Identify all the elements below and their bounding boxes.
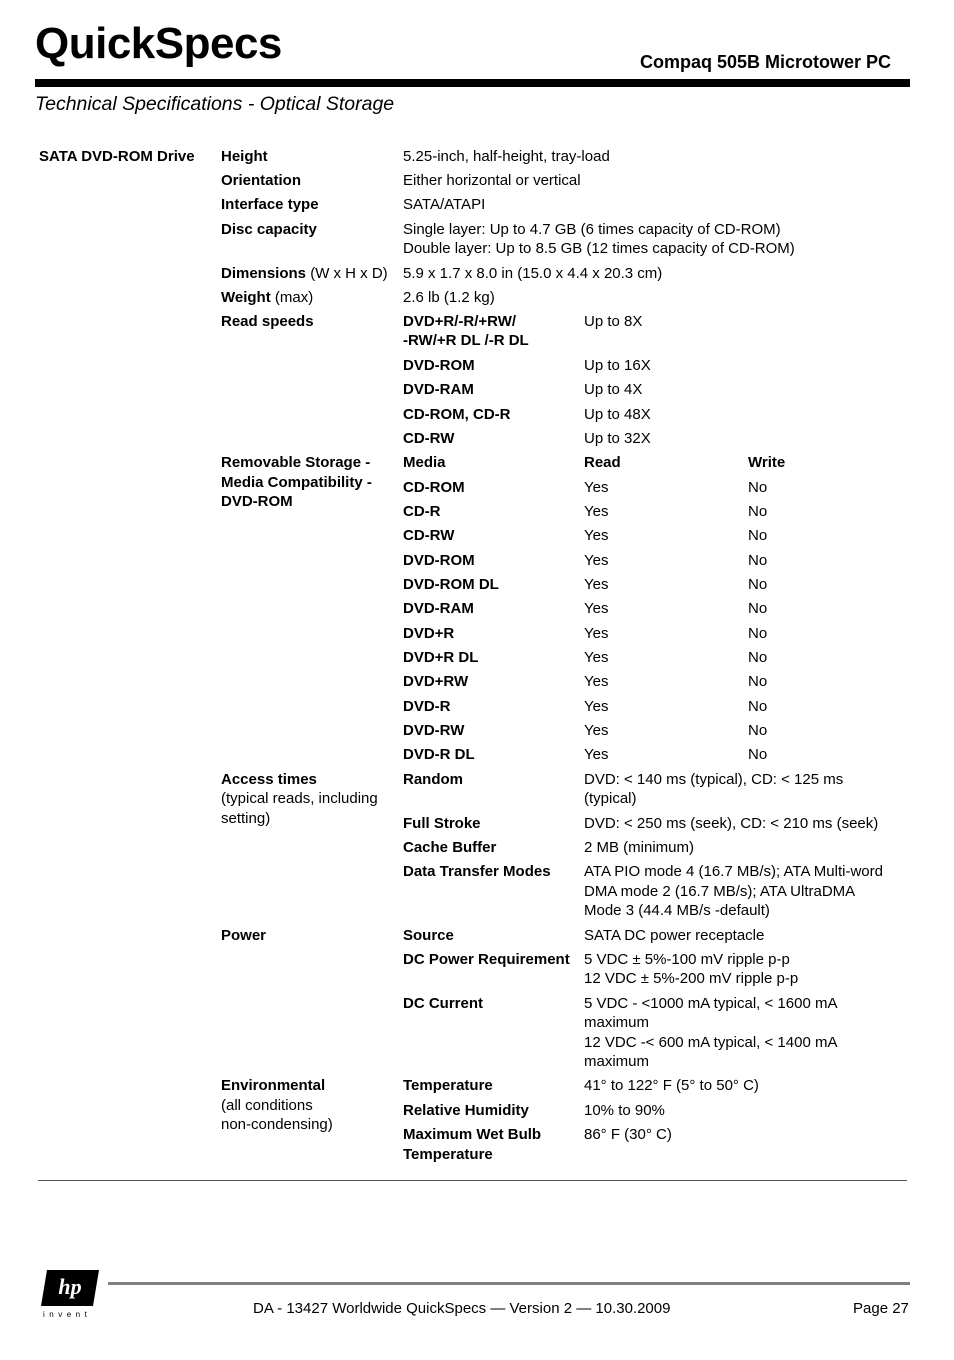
page-number: Page 27 <box>853 1300 909 1317</box>
spec-value-orientation: Either horizontal or vertical <box>403 172 581 189</box>
compat-media: CD-ROM <box>403 479 465 496</box>
weight-label: Weight <box>221 289 271 306</box>
compat-read: Yes <box>584 698 609 715</box>
compat-write: No <box>748 649 768 666</box>
compat-media: DVD-ROM DL <box>403 576 499 593</box>
dimensions-label: Dimensions <box>221 265 307 282</box>
spec-value-disc-double: Double layer: Up to 8.5 GB (12 times capacity of CD-ROM) <box>403 240 795 257</box>
temperature-label: Temperature <box>403 1077 493 1094</box>
transfer-modes-value: ATA PIO mode 4 (16.7 MB/s); ATA Multi-word <box>584 863 883 880</box>
compat-media: CD-RW <box>403 527 455 544</box>
compat-media: DVD+R DL <box>403 649 479 666</box>
hp-logo-icon <box>41 1270 99 1306</box>
compat-write: No <box>748 576 768 593</box>
power-source-label: Source <box>403 927 454 944</box>
compat-write: No <box>748 746 768 763</box>
power-requirement-label: DC Power Requirement <box>403 951 570 968</box>
read-speed-value: Up to 8X <box>584 313 643 330</box>
humidity-label: Relative Humidity <box>403 1102 529 1119</box>
compat-write: No <box>748 722 768 739</box>
environmental-note-line2: non-condensing) <box>221 1116 333 1133</box>
read-speed-media-cont: -RW/+R DL /-R DL <box>403 332 529 349</box>
spec-label-weight <box>221 288 313 308</box>
compat-media: DVD-RW <box>403 722 465 739</box>
power-source-value: SATA DC power receptacle <box>584 927 765 944</box>
compat-write: No <box>748 673 768 690</box>
wet-bulb-label-line2: Temperature <box>403 1146 493 1163</box>
read-speed-media: CD-ROM, CD-R <box>403 406 511 423</box>
access-full-stroke-label: Full Stroke <box>403 815 481 832</box>
transfer-modes-value-line2: DMA mode 2 (16.7 MB/s); ATA UltraDMA <box>584 883 856 900</box>
hp-tagline: invent <box>43 1310 92 1319</box>
compat-read: Yes <box>584 527 609 544</box>
read-speed-media: DVD-RAM <box>403 381 474 398</box>
spec-value-height: 5.25-inch, half-height, tray-load <box>403 148 610 165</box>
spec-label-interface: Interface type <box>221 196 319 213</box>
compat-read: Yes <box>584 600 609 617</box>
compat-write: No <box>748 479 768 496</box>
spec-label-environmental: Environmental <box>221 1077 326 1094</box>
spec-label-power: Power <box>221 927 267 944</box>
read-speed-media: DVD+R/-R/+RW/ <box>403 313 517 330</box>
spec-label-height: Height <box>221 148 268 165</box>
footer-rule <box>108 1282 910 1285</box>
spec-label-dimensions <box>221 264 388 284</box>
spec-label-orientation: Orientation <box>221 172 302 189</box>
compat-header-read: Read <box>584 454 621 471</box>
access-full-stroke-value: DVD: < 250 ms (seek), CD: < 210 ms (seek) <box>584 815 879 832</box>
compat-header-write: Write <box>748 454 786 471</box>
spec-label-disc-capacity: Disc capacity <box>221 221 317 238</box>
compat-read: Yes <box>584 746 609 763</box>
cache-buffer-value: 2 MB (minimum) <box>584 839 695 856</box>
compat-write: No <box>748 552 768 569</box>
read-speed-value: Up to 16X <box>584 357 651 374</box>
spec-label-read-speeds: Read speeds <box>221 313 314 330</box>
access-random-label: Random <box>403 771 463 788</box>
wet-bulb-value: 86° F (30° C) <box>584 1126 672 1143</box>
spec-value-weight: 2.6 lb (1.2 kg) <box>403 289 495 306</box>
compat-read: Yes <box>584 722 609 739</box>
spec-label-compat: Removable Storage - <box>221 454 371 471</box>
power-requirement-value: 5 VDC ± 5%-100 mV ripple p-p <box>584 951 790 968</box>
compat-read: Yes <box>584 479 609 496</box>
humidity-value: 10% to 90% <box>584 1102 665 1119</box>
section-divider <box>38 1180 907 1181</box>
spec-value-interface: SATA/ATAPI <box>403 196 486 213</box>
compat-media: DVD-R <box>403 698 451 715</box>
compat-read: Yes <box>584 649 609 666</box>
environmental-note: (all conditions <box>221 1097 313 1114</box>
compat-read: Yes <box>584 673 609 690</box>
spec-value-disc-single: Single layer: Up to 4.7 GB (6 times capacity of CD-ROM) <box>403 221 781 238</box>
compat-write: No <box>748 600 768 617</box>
footer-doc-info: DA - 13427 Worldwide QuickSpecs — Version 2 — 10.30.2009 <box>253 1300 671 1317</box>
read-speed-value: Up to 4X <box>584 381 643 398</box>
header-bar <box>35 79 910 87</box>
access-random-value: DVD: < 140 ms (typical), CD: < 125 ms <box>584 771 844 788</box>
read-speed-value: Up to 32X <box>584 430 651 447</box>
spec-label-compat-line3: DVD-ROM <box>221 493 293 510</box>
compat-media: DVD-RAM <box>403 600 474 617</box>
compat-write: No <box>748 625 768 642</box>
dc-current-value-line4: maximum <box>584 1053 650 1070</box>
compat-read: Yes <box>584 552 609 569</box>
spec-value-dimensions: 5.9 x 1.7 x 8.0 in (15.0 x 4.4 x 20.3 cm) <box>403 265 663 282</box>
access-random-value-line2: (typical) <box>584 790 637 807</box>
transfer-modes-value-line3: Mode 3 (44.4 MB/s -default) <box>584 902 770 919</box>
compat-read: Yes <box>584 503 609 520</box>
compat-media: DVD+R <box>403 625 455 642</box>
access-note: (typical reads, including <box>221 790 378 807</box>
brand-title: QuickSpecs <box>35 19 282 68</box>
compat-write: No <box>748 503 768 520</box>
power-requirement-value-line2: 12 VDC ± 5%-200 mV ripple p-p <box>584 970 799 987</box>
spec-label-access: Access times <box>221 771 317 788</box>
access-note-line2: setting) <box>221 810 271 827</box>
compat-media: DVD-ROM <box>403 552 475 569</box>
page-subtitle: Technical Specifications - Optical Storage <box>35 93 395 115</box>
product-name: Compaq 505B Microtower PC <box>640 52 892 72</box>
section-title: SATA DVD-ROM Drive <box>39 148 195 165</box>
compat-media: DVD-R DL <box>403 746 475 763</box>
dimensions-qualifier: (W x H x D) <box>306 265 388 282</box>
compat-read: Yes <box>584 625 609 642</box>
cache-buffer-label: Cache Buffer <box>403 839 497 856</box>
compat-read: Yes <box>584 576 609 593</box>
wet-bulb-label: Maximum Wet Bulb <box>403 1126 542 1143</box>
dc-current-value-line3: 12 VDC -< 600 mA typical, < 1400 mA <box>584 1034 838 1051</box>
compat-write: No <box>748 698 768 715</box>
read-speed-value: Up to 48X <box>584 406 651 423</box>
dc-current-label: DC Current <box>403 995 484 1012</box>
weight-qualifier: (max) <box>270 289 314 306</box>
compat-media: DVD+RW <box>403 673 469 690</box>
compat-media: CD-R <box>403 503 441 520</box>
compat-header-media: Media <box>403 454 446 471</box>
read-speed-media: CD-RW <box>403 430 455 447</box>
transfer-modes-label: Data Transfer Modes <box>403 863 551 880</box>
dc-current-value-line2: maximum <box>584 1014 650 1031</box>
temperature-value: 41° to 122° F (5° to 50° C) <box>584 1077 759 1094</box>
dc-current-value: 5 VDC - <1000 mA typical, < 1600 mA <box>584 995 838 1012</box>
spec-label-compat-line2: Media Compatibility - <box>221 474 372 491</box>
compat-write: No <box>748 527 768 544</box>
read-speed-media: DVD-ROM <box>403 357 475 374</box>
hp-logo-text: hp <box>58 1274 82 1299</box>
